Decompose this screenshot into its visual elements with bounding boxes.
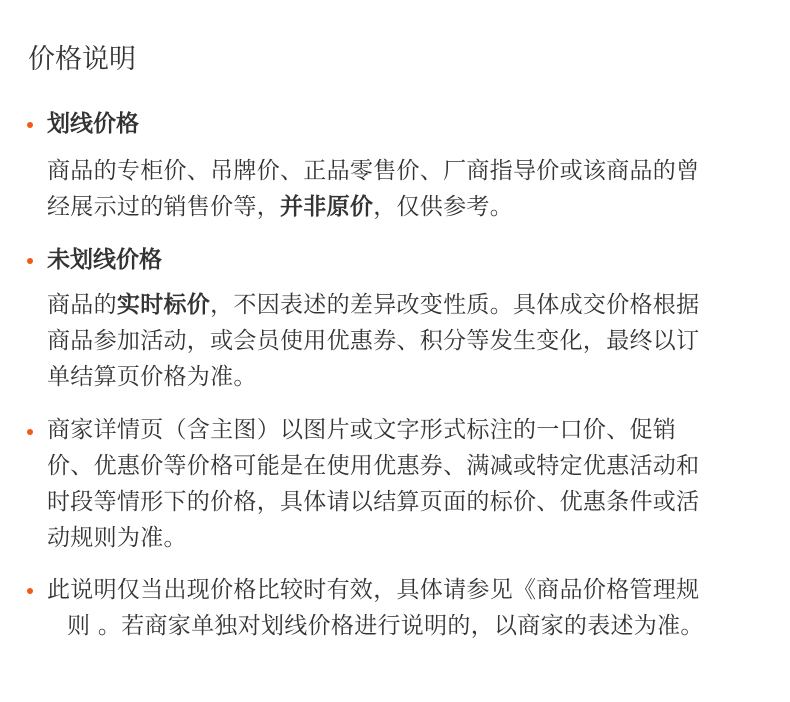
body-line: 动规则为准。 [47, 525, 187, 551]
bullet-dot [27, 122, 33, 128]
section-body [47, 412, 777, 556]
text-run: ，仅供参考。 [373, 194, 514, 220]
section-body [47, 287, 777, 395]
text-run: 经展示过的销售价等， [47, 194, 280, 220]
body-line: 时段等情形下的价格，具体请以结算页面的标价、优惠条件或活 [47, 489, 700, 515]
body-line: 价、优惠价等价格可能是在使用优惠券、满减或特定优惠活动和 [47, 453, 700, 479]
body-line: 单结算页价格为准。 [47, 364, 257, 390]
bullet-dot [27, 588, 33, 594]
emphasis-text: 实时标价 [116, 292, 211, 318]
text-run: ，不因表述的差异改变性质。具体成交价格根据 [210, 292, 700, 318]
body-line: 商品的专柜价、吊牌价、正品零售价、厂商指导价或该商品的曾 [47, 158, 700, 184]
page-title: 价格说明 [28, 44, 136, 75]
section-heading: 划线价格 [47, 111, 139, 137]
body-line: 商品参加活动，或会员使用优惠券、积分等发生变化，最终以订 [47, 328, 700, 354]
body-line: 则 。若商家单独对划线价格进行说明的，以商家的表述为准。 [67, 613, 704, 639]
section-heading: 未划线价格 [47, 247, 162, 273]
body-line [47, 287, 777, 323]
section-body [47, 153, 777, 225]
emphasis-text: 并非原价 [280, 194, 374, 220]
section-body [47, 572, 777, 644]
body-line [47, 189, 777, 225]
body-line: 商家详情页（含主图）以图片或文字形式标注的一口价、促销 [47, 417, 677, 443]
text-run: 商品的 [47, 292, 117, 318]
bullet-dot [27, 429, 33, 435]
bullet-dot [27, 258, 33, 264]
body-line: 此说明仅当出现价格比较时有效，具体请参见《商品价格管理规 [47, 577, 700, 603]
